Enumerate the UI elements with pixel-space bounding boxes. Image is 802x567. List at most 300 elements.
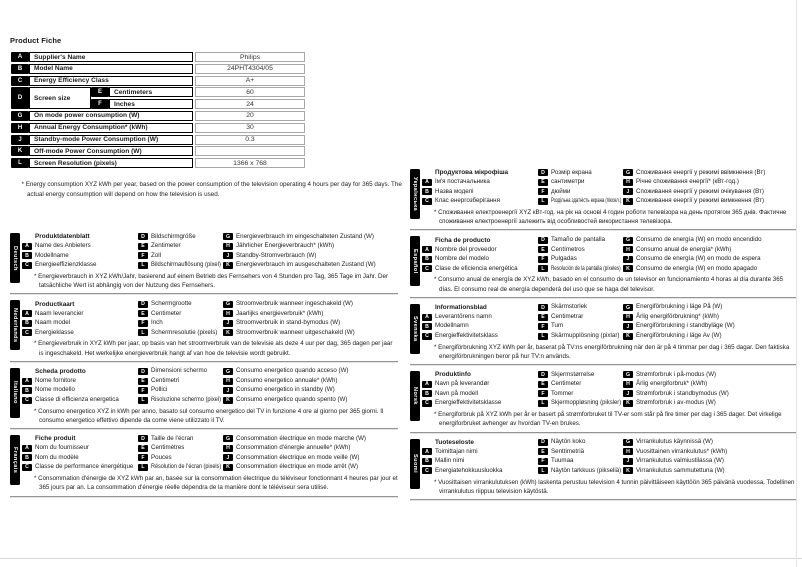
key-badge-e: E — [538, 448, 548, 455]
entry-b — [422, 323, 538, 330]
field-label: Résolution de l'écran (pixels) — [151, 463, 222, 471]
key-badge-b: B — [11, 64, 29, 74]
language-bar — [10, 233, 20, 283]
entry-j — [623, 458, 796, 465]
block-content — [22, 434, 398, 492]
field-label: Virrankulutus käynnissä (W) — [636, 438, 713, 446]
field-label: Energieffektivitetsklass — [435, 331, 498, 339]
entry-l — [138, 464, 223, 471]
key-badge-h: H — [623, 179, 633, 186]
entry-e — [138, 243, 223, 250]
row-label: Screen size — [29, 87, 91, 109]
entry-e — [138, 378, 223, 385]
entry-d — [538, 169, 623, 176]
entry-d — [538, 371, 623, 378]
field-label: Vuosittainen virrankulutus* (kWh) — [636, 447, 728, 455]
key-badge-b: B — [422, 323, 432, 330]
block-grid — [422, 168, 796, 206]
key-badge-c: C — [422, 198, 432, 205]
language-label: Suomi — [412, 454, 418, 474]
entry-g — [623, 169, 796, 176]
key-badge-a: A — [422, 179, 432, 186]
entry-k — [623, 265, 796, 272]
key-badge-b: B — [422, 390, 432, 397]
key-badge-f: F — [138, 320, 148, 327]
column-left — [10, 232, 398, 502]
field-label: Zentimeter — [151, 242, 181, 250]
row-value: 0.3 — [195, 135, 305, 145]
key-badge-d: D — [138, 233, 148, 240]
key-badge-j: J — [623, 323, 633, 330]
key-badge-f: F — [138, 252, 148, 259]
key-badge-c: C — [422, 467, 432, 474]
field-label: Energiatehokkuusluokka — [435, 466, 503, 474]
field-label: Navn på leverandør — [435, 380, 490, 388]
field-label: Taille de l'écran — [151, 434, 194, 442]
key-badge-e: E — [538, 179, 548, 186]
entry-e — [538, 314, 623, 321]
field-label: Energiförbrukning i standbyläge (W) — [636, 322, 735, 330]
field-label: дюйми — [551, 187, 571, 195]
language-label: Italiano — [12, 381, 18, 405]
key-badge-k: K — [223, 397, 233, 404]
field-label: Inch — [151, 319, 163, 327]
field-label: Naam model — [35, 319, 71, 327]
entry-c — [22, 397, 138, 404]
field-label: Modellname — [35, 251, 69, 259]
entry-d — [538, 439, 623, 446]
block-footnote: * Energieverbruik in XYZ kWh per jaar, op basis van het stroomverbruik van de televisie als deze 4 uur per dag, 365 dagen per jaar is ingeschakeld. Het werkelijke energieverbruik hangt af van hoe de televisie wordt gebruikt. — [34, 340, 393, 357]
field-label: Nome fornitore — [35, 376, 76, 384]
block-footnote: * Vuosittaisen virrankulutuksen (kWh) laskenta perustuu television 4 tunnin päivittäiseen käyttöön 365 päivänä vuodessa. Todellinen virrankulutus riippuu television käytöstä. — [434, 478, 795, 495]
key-badge-b: B — [422, 256, 432, 263]
field-label: Senttimetriä — [551, 447, 585, 455]
entry-k — [223, 262, 398, 269]
key-badge-d: D — [538, 169, 548, 176]
field-label: Nombre del proveedor — [435, 245, 497, 253]
field-label: Naam leverancier — [35, 309, 84, 317]
field-label: Centímetros — [551, 245, 585, 253]
entry-e — [538, 246, 623, 253]
entry-j — [623, 323, 796, 330]
block-footnote: * Consumo energetico XYZ in kWh per anno, basato sul consumo energetico del TV in funzione 4 ore al giorno per 365 giorni. Il consumo energetico effettivo dipende da come viene utilizzato il TV. — [34, 407, 384, 425]
block-title: Produktinfo — [435, 371, 471, 379]
entry-b — [422, 390, 538, 397]
entry-g — [223, 368, 398, 375]
language-bar — [10, 300, 20, 350]
entry-b — [22, 387, 138, 394]
divider — [10, 293, 398, 295]
key-badge-k: K — [623, 467, 633, 474]
key-badge-f: F — [138, 387, 148, 394]
field-label: Skärmstorlek — [551, 303, 588, 311]
key-badge-f: F — [538, 256, 548, 263]
block-content — [22, 367, 398, 425]
key-badge-c: C — [22, 262, 32, 269]
entry-f — [538, 188, 623, 195]
block-grid — [422, 235, 796, 273]
row-label: Energy Efficiency Class — [29, 76, 193, 86]
field-label: Energieffektivitetsklasse — [435, 399, 502, 407]
key-badge-d: D — [538, 371, 548, 378]
entry-e — [538, 448, 623, 455]
language-block — [410, 168, 796, 226]
entry-c — [422, 333, 538, 340]
language-label: Svenska — [412, 316, 418, 342]
block-grid — [22, 232, 398, 270]
row-value: 1366 x 768 — [195, 158, 305, 168]
field-label: Consumo energetico in standby (W) — [236, 386, 335, 394]
language-bar — [410, 304, 420, 354]
block-title: Productkaart — [35, 300, 75, 308]
key-badge-b: B — [422, 188, 432, 195]
table-row-screen-size — [11, 87, 305, 109]
entry-j — [623, 390, 796, 397]
entry-h — [223, 378, 398, 385]
language-label: Deutsch — [12, 245, 18, 271]
language-block — [10, 232, 398, 290]
field-label: Stroomverbruik in stand-bymodus (W) — [236, 319, 341, 327]
row-label: Centimeters — [109, 87, 193, 97]
key-badge-d: D — [538, 439, 548, 446]
language-bar — [410, 236, 420, 286]
key-badge-a: A — [422, 448, 432, 455]
entry-a — [22, 445, 138, 452]
entry-a — [422, 381, 538, 388]
key-badge-c: C — [422, 333, 432, 340]
block-grid — [422, 303, 796, 341]
field-label: Nom du modèle — [35, 453, 79, 461]
entry-a — [22, 243, 138, 250]
page-edge-bottom — [0, 558, 802, 559]
field-label: Stroomverbruik wanneer ingeschakeld (W) — [236, 300, 353, 308]
field-label: Schermresolutie (pixels) — [151, 328, 218, 336]
key-badge-c: C — [22, 464, 32, 471]
field-label: Pollici — [151, 386, 168, 394]
field-label: Näytön koko — [551, 438, 586, 446]
field-label: Centimètres — [151, 444, 185, 452]
divider — [410, 499, 796, 501]
table-row-standby — [11, 135, 305, 145]
entry-f — [538, 390, 623, 397]
field-label: Modellnamn — [435, 322, 469, 330]
block-content — [422, 370, 796, 428]
field-label: Consumo de energía (W) en modo apagado — [636, 264, 758, 272]
field-label: Classe di efficienza energetica — [35, 395, 119, 403]
key-badge-e: E — [138, 445, 148, 452]
row-label: Inches — [109, 99, 193, 109]
field-label: Energieeffizienzklasse — [35, 261, 97, 269]
key-badge-h: H — [623, 246, 633, 253]
row-label: Annual Energy Consumption* (kWh) — [29, 123, 193, 133]
key-badge-b: B — [22, 454, 32, 461]
entry-g — [623, 439, 796, 446]
language-bar — [410, 439, 420, 489]
key-badge-b: B — [422, 458, 432, 465]
key-badge-j: J — [223, 252, 233, 259]
block-content — [422, 235, 796, 293]
key-badge-b: B — [22, 252, 32, 259]
key-badge-l: L — [138, 397, 148, 404]
row-value: 30 — [195, 123, 305, 133]
entry-l — [538, 198, 623, 205]
key-badge-e: E — [138, 310, 148, 317]
entry-a — [422, 314, 538, 321]
field-label: Споживання енергії у режимі ввімкнення (Вт) — [636, 168, 766, 176]
key-badge-k: K — [11, 146, 29, 156]
row-value: A+ — [195, 76, 305, 86]
field-label: Клас енергозберігання — [435, 197, 500, 205]
key-badge-e: E — [138, 378, 148, 385]
key-badge-a: A — [22, 243, 32, 250]
language-label: Українська — [412, 176, 418, 211]
language-block — [410, 370, 796, 428]
field-label: Consumo energetico quando acceso (W) — [236, 367, 349, 375]
key-badge-k: K — [623, 333, 633, 340]
block-footnote: * Energiförbrukning XYZ kWh per år, baserat på TV:ns energiförbrukning när den är på 4 timmar per dag i 365 dagar. Den faktiska energiförbrukningen beror på hur TV:n används. — [434, 343, 790, 361]
field-label: Tamaño de pantalla — [551, 236, 606, 244]
row-value — [195, 146, 305, 156]
field-label: Tum — [551, 322, 564, 330]
row-label: On mode power consumption (W) — [29, 111, 193, 121]
entry-b — [422, 458, 538, 465]
field-label: Energiförbrukning i läge På (W) — [636, 303, 723, 311]
key-badge-e: E — [538, 381, 548, 388]
field-label: Centimetri — [151, 376, 180, 384]
field-label: Ім'я постачальника — [435, 178, 490, 186]
key-badge-g: G — [223, 233, 233, 240]
table-row-annual-energy — [11, 123, 305, 133]
field-label: Consumo de energía (W) en modo de espera — [636, 255, 761, 263]
field-label: Skärmupplösning (pixlar) — [551, 331, 620, 339]
key-badge-j: J — [223, 454, 233, 461]
entry-e — [538, 179, 623, 186]
field-label: Energiförbrukning i läge Av (W) — [636, 331, 722, 339]
field-label: Consommation électrique en mode arrêt (W) — [236, 463, 359, 471]
entry-e — [138, 310, 223, 317]
key-badge-d: D — [11, 87, 29, 109]
entry-f — [138, 320, 223, 327]
field-label: Pulgadas — [551, 255, 577, 263]
row-label: Standby-mode Power Consumption (W) — [29, 135, 193, 145]
column-right — [410, 168, 796, 505]
entry-a — [422, 246, 538, 253]
key-badge-e: E — [538, 246, 548, 253]
entry-b — [22, 252, 138, 259]
field-label: Споживання енергії у режимі вимкнення (Вт) — [636, 197, 765, 205]
key-badge-j: J — [223, 387, 233, 394]
key-badge-a: A — [22, 378, 32, 385]
language-block — [410, 235, 796, 293]
entry-k — [623, 198, 796, 205]
field-label: Leverantörens namn — [435, 312, 492, 320]
entry-f — [538, 458, 623, 465]
key-badge-c: C — [22, 397, 32, 404]
field-label: Consumo energetico annuale* (kWh) — [236, 376, 338, 384]
entry-l — [538, 467, 623, 474]
key-badge-l: L — [138, 464, 148, 471]
block-title: Продуктова мікрофіша — [435, 169, 509, 177]
row-value: Philips — [195, 52, 305, 62]
language-bar — [410, 371, 420, 421]
entry-d — [138, 435, 223, 442]
row-value: 60 — [195, 87, 305, 97]
entry-l — [138, 329, 223, 336]
language-bar — [10, 435, 20, 485]
language-block — [10, 434, 398, 492]
field-label: Nombre del modelo — [435, 255, 489, 263]
entry-c — [422, 467, 538, 474]
field-label: Navn på modell — [435, 389, 478, 397]
key-badge-b: B — [22, 387, 32, 394]
field-label: Strømforbruk i på-modus (W) — [636, 370, 717, 378]
key-badge-a: A — [22, 310, 32, 317]
field-label: Classe de performance énergétique — [35, 463, 134, 471]
field-label: Energieklasse — [35, 328, 74, 336]
entry-h — [623, 448, 796, 455]
field-label: Nom du fournisseur — [35, 444, 89, 452]
entry-b — [22, 320, 138, 327]
entry-a — [422, 448, 538, 455]
field-label: Resolución de la pantalla (píxeles) — [551, 264, 621, 272]
field-label: Jaarlijks energieverbruik* (kWh) — [236, 309, 324, 317]
key-badge-e: E — [91, 87, 109, 97]
row-value: 24 — [195, 99, 305, 109]
key-badge-g: G — [11, 111, 29, 121]
field-label: Risoluzione schermo (pixel) — [151, 395, 221, 403]
entry-h — [623, 381, 796, 388]
language-block — [10, 299, 398, 357]
key-badge-k: K — [623, 400, 633, 407]
entry-f — [138, 454, 223, 461]
spec-table — [11, 52, 305, 170]
field-label: Назва моделі — [435, 187, 474, 195]
table-row-energy-class — [11, 76, 305, 86]
entry-g — [223, 233, 398, 240]
entry-b — [422, 256, 538, 263]
language-label: Español — [412, 249, 418, 274]
field-label: Zoll — [151, 251, 161, 259]
entry-h — [623, 246, 796, 253]
key-badge-d: D — [138, 368, 148, 375]
field-label: Virrankulutus valmiustilassa (W) — [636, 457, 724, 465]
entry-g — [623, 237, 796, 244]
key-badge-l: L — [138, 262, 148, 269]
field-label: Bildschirmgröße — [151, 232, 196, 240]
entry-j — [623, 256, 796, 263]
key-badge-e: E — [138, 243, 148, 250]
entry-l — [138, 397, 223, 404]
key-badge-f: F — [538, 458, 548, 465]
field-label: Consommation électrique en mode veille (W) — [236, 453, 360, 461]
key-badge-b: B — [22, 320, 32, 327]
block-grid — [22, 299, 398, 337]
block-content — [422, 168, 796, 226]
table-row-on-mode — [11, 111, 305, 121]
block-title: Produktdatenblatt — [35, 233, 90, 241]
entry-b — [422, 188, 538, 195]
block-content — [22, 232, 398, 290]
key-badge-j: J — [623, 188, 633, 195]
key-badge-g: G — [623, 304, 633, 311]
divider — [10, 428, 398, 430]
entry-e — [538, 381, 623, 388]
key-badge-d: D — [138, 301, 148, 308]
table-row-model — [11, 64, 305, 74]
key-badge-l: L — [538, 265, 548, 272]
language-block — [10, 367, 398, 425]
field-label: Річне споживання енергії* (кВт-год.) — [636, 178, 739, 186]
key-badge-d: D — [538, 237, 548, 244]
row-label: Screen Resolution (pixels) — [29, 158, 193, 168]
entry-g — [623, 371, 796, 378]
field-label: сантиметри — [551, 178, 585, 186]
key-badge-j: J — [11, 135, 29, 145]
entry-k — [623, 467, 796, 474]
row-label: Model Name — [29, 64, 193, 74]
field-label: Consumo energetico quando spento (W) — [236, 395, 348, 403]
entry-c — [22, 464, 138, 471]
field-label: Stroomverbruik wanneer uitgeschakeld (W) — [236, 328, 355, 336]
row-value: 24PHT4304/05 — [195, 64, 305, 74]
language-block — [410, 438, 796, 496]
language-label: Norsk — [412, 387, 418, 406]
field-label: Energieverbrauch im eingeschalteten Zustand (W) — [236, 232, 374, 240]
field-label: Virrankulutus sammutettuna (W) — [636, 466, 725, 474]
entry-g — [223, 301, 398, 308]
field-label: Tuumaa — [551, 457, 574, 465]
divider — [410, 229, 796, 231]
divider — [410, 432, 796, 434]
key-badge-l: L — [538, 198, 548, 205]
key-badge-a: A — [422, 246, 432, 253]
field-label: Energieverbrauch im ausgeschalteten Zustand (W) — [236, 261, 376, 269]
row-value: 20 — [195, 111, 305, 121]
key-badge-f: F — [538, 323, 548, 330]
entry-j — [223, 387, 398, 394]
divider — [10, 361, 398, 363]
field-label: Споживання енергії у режимі очікування (Вт) — [636, 187, 764, 195]
field-label: Skjermoppløsning (piksler) — [551, 399, 622, 407]
entry-c — [422, 265, 538, 272]
key-badge-h: H — [223, 243, 233, 250]
entry-l — [538, 333, 623, 340]
field-label: Näytön tarkkuus (pikseliä) — [551, 466, 622, 474]
block-footnote: * Consumo anual de energía de XYZ kWh, basado en el consumo de un televisor en funcionamiento 4 horas al día durante 365 días. El consumo real de energía dependerá del uso que se haga del televisor. — [434, 276, 784, 293]
table-row-centimeters — [91, 87, 305, 97]
block-grid — [422, 438, 796, 476]
entry-j — [223, 454, 398, 461]
entry-f — [538, 256, 623, 263]
entry-c — [22, 262, 138, 269]
block-grid — [422, 370, 796, 408]
key-badge-h: H — [623, 314, 633, 321]
field-label: Årlig energiforbruk* (kWh) — [636, 380, 708, 388]
block-content — [22, 299, 398, 357]
page-title: Product Fiche — [10, 36, 62, 45]
table-row-resolution — [11, 158, 305, 168]
key-badge-a: A — [22, 445, 32, 452]
entry-j — [623, 188, 796, 195]
key-badge-c: C — [422, 265, 432, 272]
entry-l — [138, 262, 223, 269]
language-label: Nederlands — [12, 308, 18, 343]
entry-h — [223, 310, 398, 317]
key-badge-g: G — [623, 237, 633, 244]
key-badge-l: L — [538, 333, 548, 340]
language-bar — [410, 169, 420, 219]
field-label: Tommer — [551, 389, 574, 397]
